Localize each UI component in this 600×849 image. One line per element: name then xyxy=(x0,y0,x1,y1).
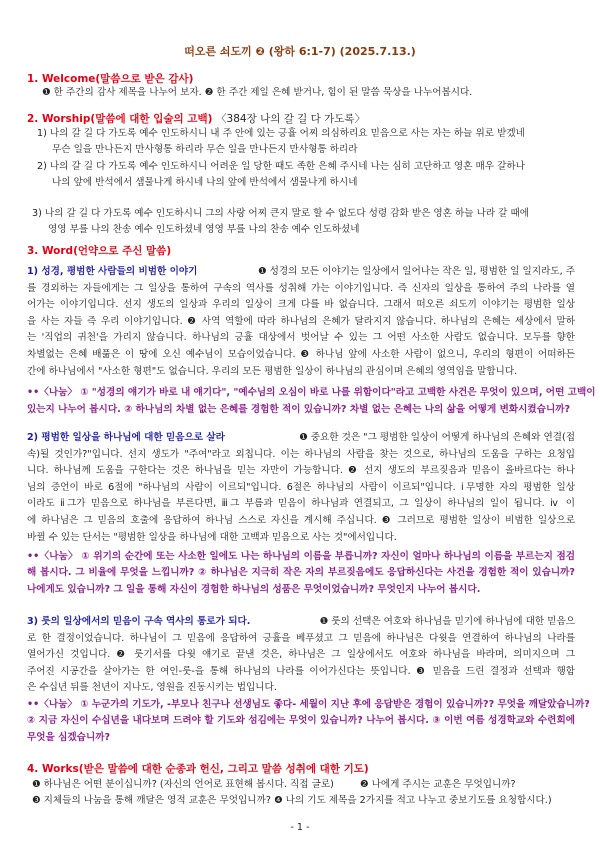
section-welcome-heading: 1. Welcome(말씀으로 받은 감사) xyxy=(27,73,194,85)
document-title: 떠오른 쇠도끼 ❷ (왕하 6:1-7) (2025.7.13.) xyxy=(184,45,416,58)
point-heading: 2) 평범한 일상을 하나님에 대한 믿음으로 살라 xyxy=(27,432,225,443)
point-first-line xyxy=(27,615,575,629)
point-text: ❶ 룻의 선택은 여호와 하나님을 믿기에 하나님에 대한 믿음으 xyxy=(319,616,575,627)
point-first-line xyxy=(27,431,575,445)
point-body-line: 로 한 결정이었습니다. 하나님이 그 믿음에 응답하여 긍휼을 베푸셨고 그 믿음에 하나님은 다윗을 연결하여 하나님의 나라를 xyxy=(27,632,575,644)
sharing-line: 해 봅시다. 그 비율에 무엇을 느낍니까? ② 하나님은 지극히 작은 자의 부르짖음에도 응답하신다는 사건을 경험한 적이 있습니까? xyxy=(27,567,575,578)
point-body-line: 속)될 것인가?"입니다. 선지 생도가 "주여"라고 외칩니다. 이는 하나님의 사람을 찾는 것으로, 하나님의 도움을 구하는 요청입 xyxy=(27,448,575,460)
point-heading: 3) 룻의 일상에서의 믿음이 구속 역사의 통로가 되다. xyxy=(27,616,251,627)
section-works-heading: 4. Works(받은 말씀에 대한 순종과 헌신, 그리고 말씀 성취에 대한 기도) xyxy=(27,763,369,775)
sharing-line: ••〈나눔〉 ① 위기의 순간에 또는 사소한 일에도 나는 하나님의 이름을 부릅니까? 자신이 얼마나 하나님의 이름을 부르는지 점검 xyxy=(27,551,575,562)
point-text: ❶ 성경의 모든 이야기는 일상에서 일어나는 작은 일, 평범한 일 일지라도, 주 xyxy=(257,266,575,277)
welcome-text: ❶ 한 주간의 감사 제목을 나누어 보자. ❷ 한 주간 제일 은혜 받거나, 힘이 된 말씀 묵상을 나누어봅시다. xyxy=(42,87,473,98)
section-worship-heading xyxy=(27,111,365,126)
hymn-verse-line: 2) 나의 갈 길 다 가도록 예수 인도하시니 어려운 일 당한 때도 족한 은혜 주시네 나는 심히 고단하고 영혼 매우 갈하나 xyxy=(37,161,525,172)
sharing-line: ② 지금 자신이 수십년을 내다보며 드려야 할 기도와 섬김에는 무엇이 있습니까? 나누어 봅시다. ③ 이번 여름 성경학교와 수련회에 xyxy=(27,715,575,726)
hymn-title: 〈384장 나의 갈 길 다 가도록〉 xyxy=(216,113,366,125)
hymn-verse-continuation: 영영 부를 나의 찬송 예수 인도하셨네 영영 부를 나의 찬송 예수 인도하셨네 xyxy=(48,224,360,235)
works-question-2: ❷ 나에게 주시는 교훈은 무엇입니까? xyxy=(360,779,516,790)
point-body-line: 님의 증언이 바로 6절에 "하나님의 사람이 이르되"입니다. 6절은 하나님의 사람이 이르되"입니다. ⅰ무명한 자의 평범한 일상 xyxy=(27,481,575,493)
hymn-verse-line: 3) 나의 갈 길 다 가도록 예수 인도하시니 그의 사랑 어찌 큰지 말로 할 수 없도다 성령 감화 받은 영혼 하늘 나라 갈 때에 xyxy=(32,208,530,219)
point-body-line: 니다. 하나님께 도움을 구한다는 것은 하나님을 믿는 자만이 가능합니다. ❷ 선지 생도의 부르짖음과 믿음이 올바르다는 하나 xyxy=(27,465,575,477)
hymn-verse-continuation: 나의 앞에 반석에서 샘물나게 하시네 나의 앞에 반석에서 샘물나게 하시네 xyxy=(52,177,358,188)
point-body-line: 어가는 이야기입니다. 선지 생도의 일상과 우리의 일상이 크게 다를 바 없습니다. 그래서 떠오른 쇠도끼 이야기는 평범한 일상 xyxy=(27,299,575,311)
sharing-line: ••〈나눔〉 ① 누군가의 기도가, -부모나 친구나 선생님도 좋다- 세월이 지난 후에 응답받은 경험이 있습니까?? 무엇을 깨달았습니까? xyxy=(27,699,590,710)
point-heading: 1) 성경, 평범한 사람들의 비범한 이야기 xyxy=(27,266,198,277)
point-body-line: 에 하나님은 그 믿음의 호출에 응답하여 하나님 스스로 자신을 계시해 주십니다. ❸ 그러므로 평범한 일상이 비범한 일상으로 xyxy=(27,515,575,526)
point-body-line: 차별없는 은혜 배풂은 이 땅에 오신 예수님이 모습이었습니다. ❸ 하나님 앞에 사소한 사람이 없으니, 우리의 형편이 어떠하든 xyxy=(27,349,575,360)
sharing-line: 나에게도 있습니까? 그 일을 통해 자신이 경험한 하나님의 성품은 무엇이었습니까? 무엇인지 나누어 봅시다. xyxy=(27,584,481,595)
point-body-line: 간에 하나님에서 "사소한 형편"도 없습니다. 우리의 모든 평범한 일상이 하나님의 관심이며 은혜의 영역임을 말합니다. xyxy=(27,365,518,377)
sharing-line: 무엇을 심겠습니까? xyxy=(27,732,111,743)
point-body-line: 열어가신 것입니다. ❷ 룻기서를 다윗 얘기로 끝낸 것은, 하나님은 그 일상에서도 여호와 하나님을 바라며, 의미지으며 그 xyxy=(27,649,575,661)
sharing-line: 있는지 나누어 봅시다. ② 하나님의 차별 없는 은혜를 경험한 적이 있습니까? 차별 없는 은혜는 나의 삶을 어떻게 변화시켰습니까? xyxy=(27,404,571,415)
point-text: ❶ 중요한 것은 "그 평범한 일상이 어떻게 하나님의 은혜와 연결(접 xyxy=(299,432,575,443)
point-body-line: 주어진 시공간을 살아가는 한 여인-룻-을 통해 하나님의 나라를 이어가신다는 뜻입니다. ❸ 믿음을 드린 결정과 선택과 행함 xyxy=(27,665,575,677)
section-word-heading: 3. Word(언약으로 주신 말씀) xyxy=(27,245,172,257)
sharing-line: ••〈나눔〉 ① "성경의 얘기가 바로 내 얘기다", "예수님의 오심이 바로 나를 위함이다"라고 고백한 사건은 무엇이 있으며, 어떤 고백이 xyxy=(27,387,596,398)
point-body-line: 를 경외하는 자들에게는 그 일상을 통하여 구속의 역사를 성취해 가는 이야기입니다. 즉 신자의 일상을 통하여 주의 나라를 열 xyxy=(27,282,575,294)
worship-heading-text: 2. Worship(말씀에 대한 입술의 고백) xyxy=(27,113,213,125)
page-number: - 1 - xyxy=(290,822,310,833)
hymn-verse-line: 1) 나의 갈 길 다 가도록 예수 인도하시니 내 주 안에 있는 긍휼 어찌 의심하리요 믿음으로 사는 자는 하늘 위로 받겠네 xyxy=(37,128,525,139)
point-body-line: 이라도 ⅱ그가 믿음으로 하나님을 부른다면, ⅲ그 부름과 믿음이 하나님과 연결되고, 그 일상이 하나님의 일이 됩니다. ⅳ 이 xyxy=(27,498,575,510)
hymn-verse-continuation: 무슨 일을 만나든지 만사형통 하리라 무슨 일을 만나든지 만사형통 하리라 xyxy=(52,144,358,155)
point-body-line: 바뀔 수 있는 단서는 "평범한 일상을 하나님에 대한 고백과 믿음으로 사는 것"에서입니다. xyxy=(27,531,397,543)
point-body-line: 을 사는 자들 즉 우리 이야기입니다. ❷ 사역 역할에 따라 하나님의 은혜가 달라지지 않습니다. 하나님의 은혜는 세상에서 말하 xyxy=(27,315,575,327)
point-body-line: 은 수십년 뒤를 천년이 지나도, 영원을 진동시키는 법입니다. xyxy=(27,682,277,694)
point-body-line: 는 '직업의 귀천'을 가리지 않습니다. 하나님의 긍휼 대상에서 벗어날 수 있는 그 어떤 사소한 사람도 없습니다. 모두를 향한 xyxy=(27,332,575,344)
works-question-3: ❸ 지체들의 나눔을 통해 깨달은 영적 교훈은 무엇입니까? ❹ 나의 기도 제목을 2가지를 적고 나누고 중보기도를 요청합시다.) xyxy=(32,795,552,806)
works-question-1: ❶ 하나님은 어떤 분이십니까? (자신의 언어로 표현해 봅시다. 직접 글로) xyxy=(32,779,334,790)
point-first-line xyxy=(27,265,575,279)
